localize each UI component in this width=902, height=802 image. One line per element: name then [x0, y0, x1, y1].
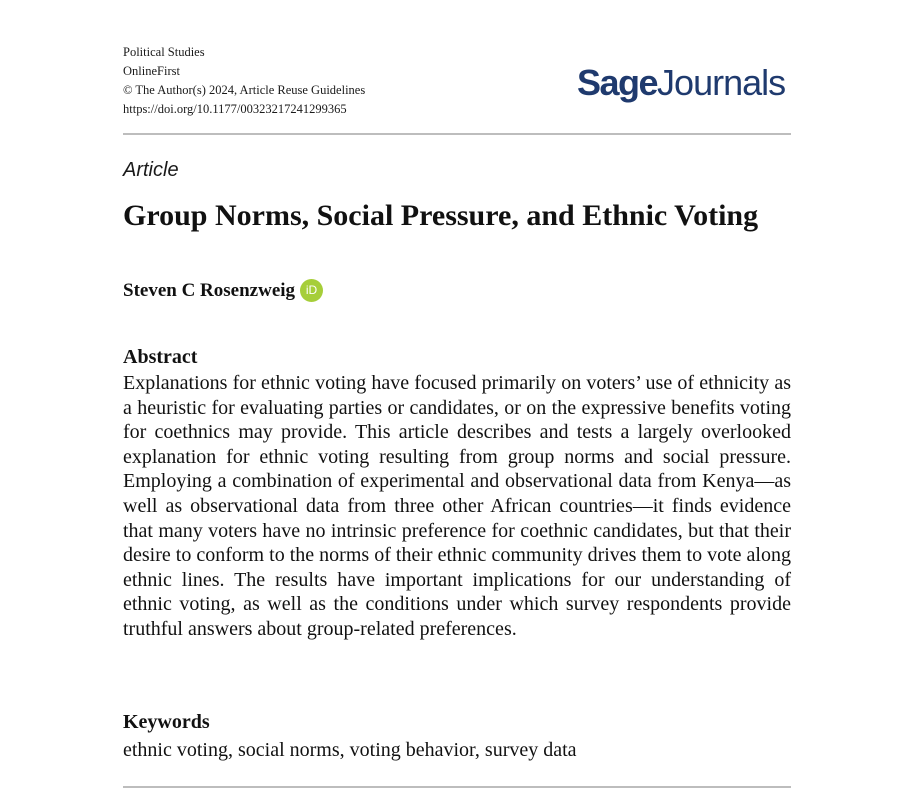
logo-brand: Sage: [577, 62, 658, 103]
doi-link[interactable]: https://doi.org/10.1177/00323217241299365: [123, 102, 347, 116]
sage-journals-logo[interactable]: [577, 62, 785, 104]
article-title: Group Norms, Social Pressure, and Ethnic Voting: [123, 199, 759, 232]
copyright-line[interactable]: © The Author(s) 2024, Article Reuse Guidelines: [123, 83, 366, 97]
publication-status: OnlineFirst: [123, 64, 180, 78]
abstract-text: Explanations for ethnic voting have focused primarily on voters’ use of ethnicity as a heuristic for evaluating parties or candidates, or on the expressive benefits voting for coethnics may provide. This article describes and tests a largely overlooked explanation for ethnic voting resulting from group norms and social pressure. Employing a combination of experimental and observational data from Kenya—as well as observational data from three other African countries—it finds evidence that many voters have no intrinsic preference for coethnic candidates, but that their desire to conform to the norms of their ethnic community drives them to vote along ethnic lines. The results have important implications for our understanding of ethnic voting, as well as the conditions under which survey respondents provide truthful answers about group-related preferences.: [123, 372, 791, 640]
logo-product: Journals: [657, 62, 786, 103]
keywords-list: ethnic voting, social norms, voting behavior, survey data: [123, 739, 577, 761]
orcid-icon[interactable]: iD: [300, 279, 323, 302]
header-divider: [123, 133, 791, 135]
keywords-heading: Keywords: [123, 711, 210, 733]
footer-divider: [123, 786, 791, 788]
journal-name[interactable]: Political Studies: [123, 45, 205, 59]
author-name[interactable]: Steven C Rosenzweig: [123, 279, 296, 301]
article-type-label: Article: [123, 159, 179, 181]
abstract-heading: Abstract: [123, 346, 198, 368]
journal-metadata: [123, 43, 365, 119]
author-line: [123, 279, 323, 302]
